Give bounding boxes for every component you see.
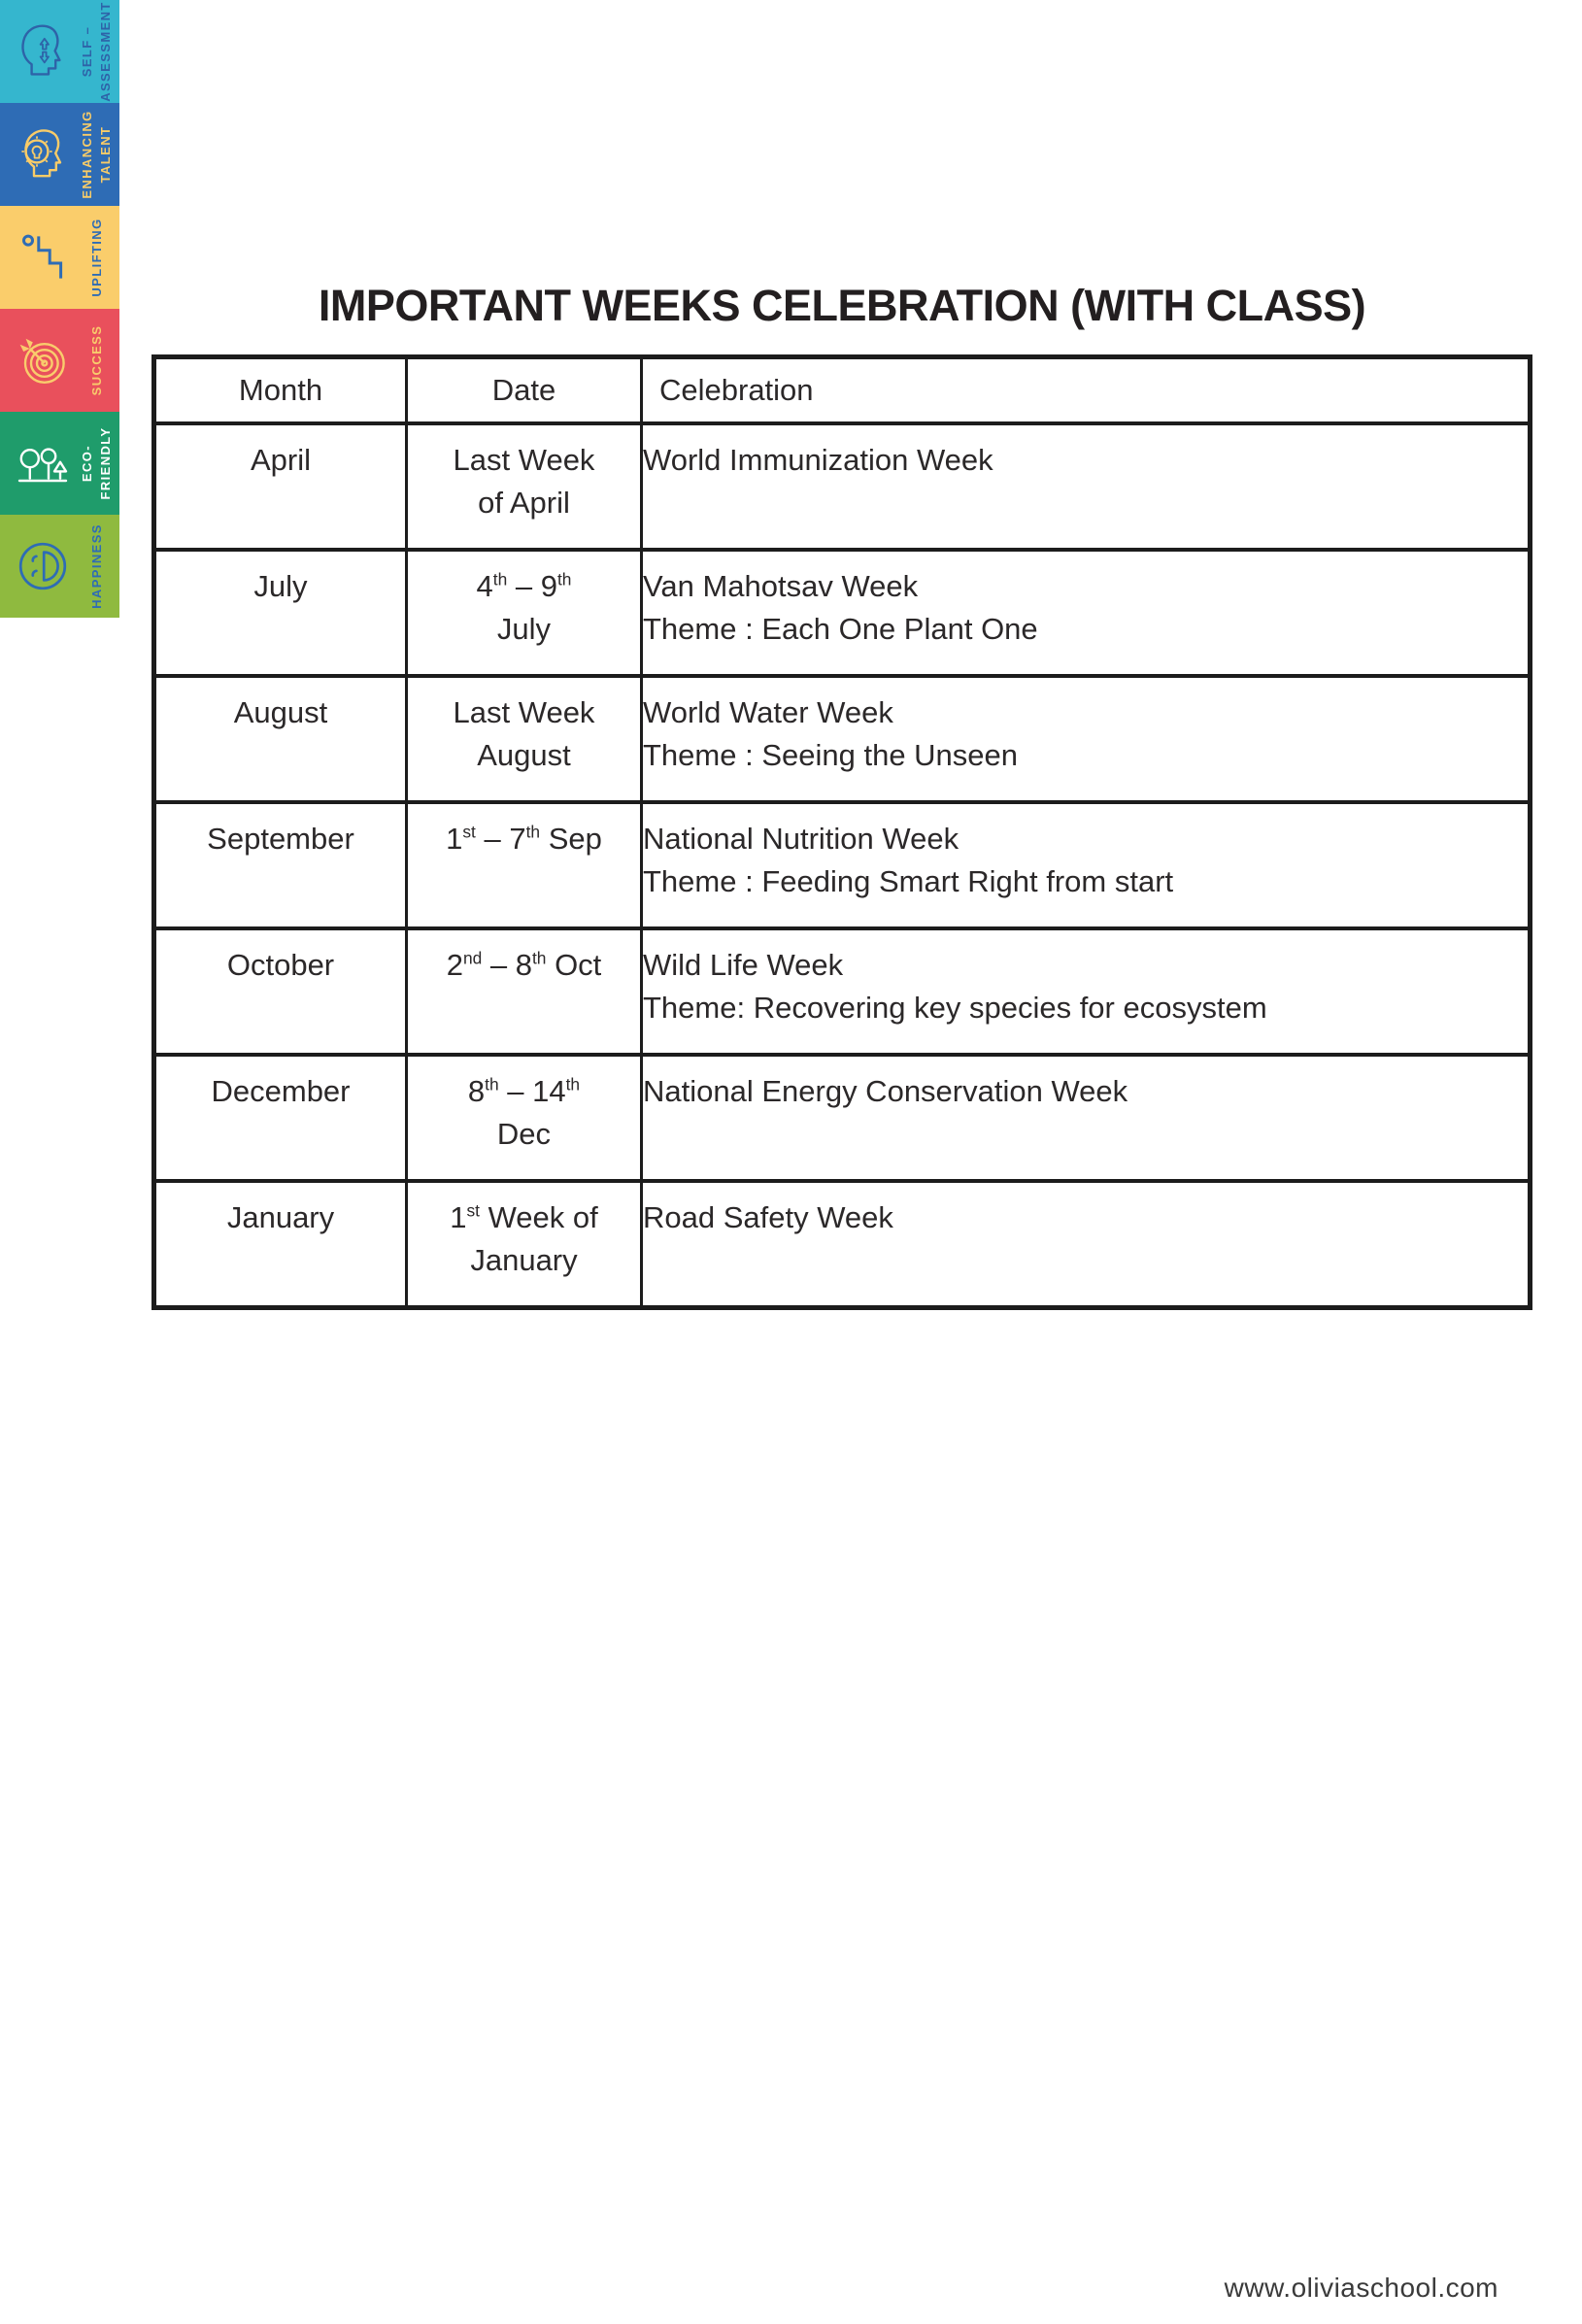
column-header-month: Month <box>154 357 407 424</box>
sidebar <box>0 0 119 618</box>
sidebar-item-label: SELF – ASSESSMENT <box>80 1 113 102</box>
month-cell: January <box>154 1181 407 1308</box>
sidebar-item-success <box>0 309 119 412</box>
month-cell: October <box>154 928 407 1055</box>
page-title: IMPORTANT WEEKS CELEBRATION (WITH CLASS) <box>318 281 1366 330</box>
month-cell: September <box>154 802 407 928</box>
sidebar-item-label: ENHANCING TALENT <box>80 110 113 199</box>
table-row <box>154 423 1531 550</box>
date-cell: 4th – 9th July <box>407 550 642 676</box>
celebration-cell: National Energy Conservation Week <box>642 1055 1531 1181</box>
month-cell: December <box>154 1055 407 1181</box>
table-row <box>154 928 1531 1055</box>
footer-url: www.oliviaschool.com <box>1224 2273 1498 2303</box>
sidebar-item-eco-friendly <box>0 412 119 515</box>
celebration-table-body <box>154 423 1531 1308</box>
sidebar-item-self-assessment <box>0 0 119 103</box>
sidebar-item-happiness <box>0 515 119 618</box>
table-row <box>154 550 1531 676</box>
celebration-cell: Road Safety Week <box>642 1181 1531 1308</box>
celebration-table <box>151 354 1532 1310</box>
sidebar-item-label: SUCCESS <box>88 324 104 396</box>
celebration-cell: Van Mahotsav Week Theme : Each One Plant One <box>642 550 1531 676</box>
table-row <box>154 1055 1531 1181</box>
month-cell: August <box>154 676 407 802</box>
table-row <box>154 1181 1531 1308</box>
date-cell: 2nd – 8th Oct <box>407 928 642 1055</box>
table-row <box>154 676 1531 802</box>
date-cell: 8th – 14th Dec <box>407 1055 642 1181</box>
date-cell: 1st Week of January <box>407 1181 642 1308</box>
sidebar-item-label: ECO- FRIENDLY <box>80 426 113 500</box>
date-cell: Last Week of April <box>407 423 642 550</box>
sidebar-item-enhancing-talent <box>0 103 119 206</box>
celebration-cell: National Nutrition Week Theme : Feeding Smart Right from start <box>642 802 1531 928</box>
date-cell: 1st – 7th Sep <box>407 802 642 928</box>
column-header-celebration: Celebration <box>642 357 1531 424</box>
date-cell: Last Week August <box>407 676 642 802</box>
table-row <box>154 802 1531 928</box>
column-header-date: Date <box>407 357 642 424</box>
sidebar-item-uplifting <box>0 206 119 309</box>
table-header-row <box>154 357 1531 424</box>
month-cell: July <box>154 550 407 676</box>
month-cell: April <box>154 423 407 550</box>
celebration-cell: World Water Week Theme : Seeing the Unseen <box>642 676 1531 802</box>
celebration-cell: World Immunization Week <box>642 423 1531 550</box>
sidebar-item-label: HAPPINESS <box>88 523 104 609</box>
sidebar-item-label: UPLIFTING <box>88 218 104 297</box>
celebration-cell: Wild Life Week Theme: Recovering key species for ecosystem <box>642 928 1531 1055</box>
